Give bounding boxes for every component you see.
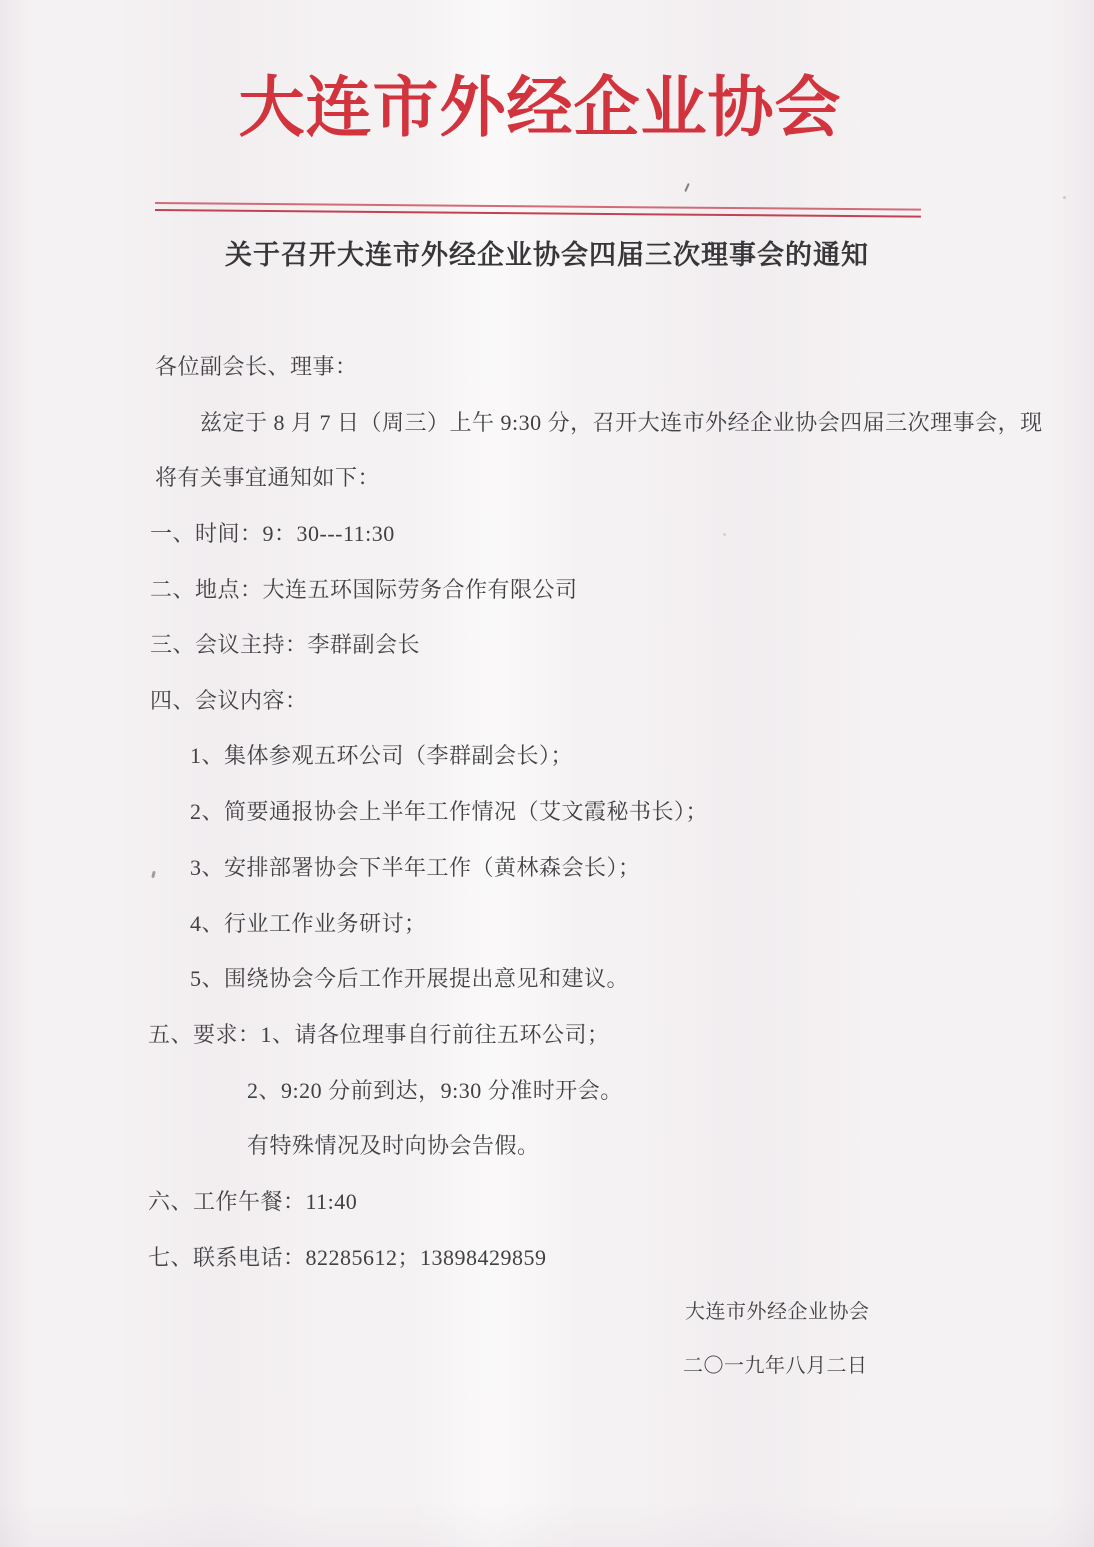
scan-artifact-tick [684, 183, 689, 192]
item-host: 三、会议主持：李群副会长 [150, 632, 421, 657]
item-location: 二、地点：大连五环国际劳务合作有限公司 [150, 577, 578, 602]
letterhead-divider-line [155, 202, 921, 218]
scan-artifact-comma [151, 871, 156, 879]
notice-title: 关于召开大连市外经企业协会四届三次理事会的通知 [225, 240, 869, 270]
scan-artifact-speck [723, 533, 726, 536]
salutation: 各位副会长、理事： [155, 354, 358, 379]
scan-artifact-speck [1063, 196, 1066, 199]
agenda-item-4: 4、行业工作业务研讨； [190, 911, 427, 936]
intro-line-1: 兹定于 8 月 7 日（周三）上午 9:30 分，召开大连市外经企业协会四届三次理事会，现 [200, 410, 1043, 435]
item-time: 一、时间：9：30---11:30 [150, 521, 395, 546]
item-agenda-header: 四、会议内容： [150, 688, 308, 713]
intro-line-2: 将有关事宜通知如下： [155, 465, 381, 490]
agenda-item-5: 5、围绕协会今后工作开展提出意见和建议。 [190, 966, 630, 991]
item-contact: 七、联系电话：82285612；13898429859 [148, 1245, 547, 1270]
requirement-line-3: 有特殊情况及时向协会告假。 [247, 1133, 540, 1158]
requirement-line-2: 2、9:20 分前到达，9:30 分准时开会。 [247, 1078, 623, 1103]
letterhead-org-name: 大连市外经企业协会 [238, 72, 842, 145]
signature-date: 二〇一九年八月二日 [683, 1355, 868, 1377]
agenda-item-3: 3、安排部署协会下半年工作（黄林森会长）； [190, 855, 641, 880]
agenda-item-1: 1、集体参观五环公司（李群副会长）； [190, 743, 574, 768]
signature-org: 大连市外经企业协会 [685, 1301, 870, 1323]
item-requirements: 五、要求：1、请各位理事自行前往五环公司； [148, 1022, 610, 1047]
item-lunch: 六、工作午餐：11:40 [148, 1189, 358, 1214]
agenda-item-2: 2、简要通报协会上半年工作情况（艾文霞秘书长）； [190, 799, 709, 824]
